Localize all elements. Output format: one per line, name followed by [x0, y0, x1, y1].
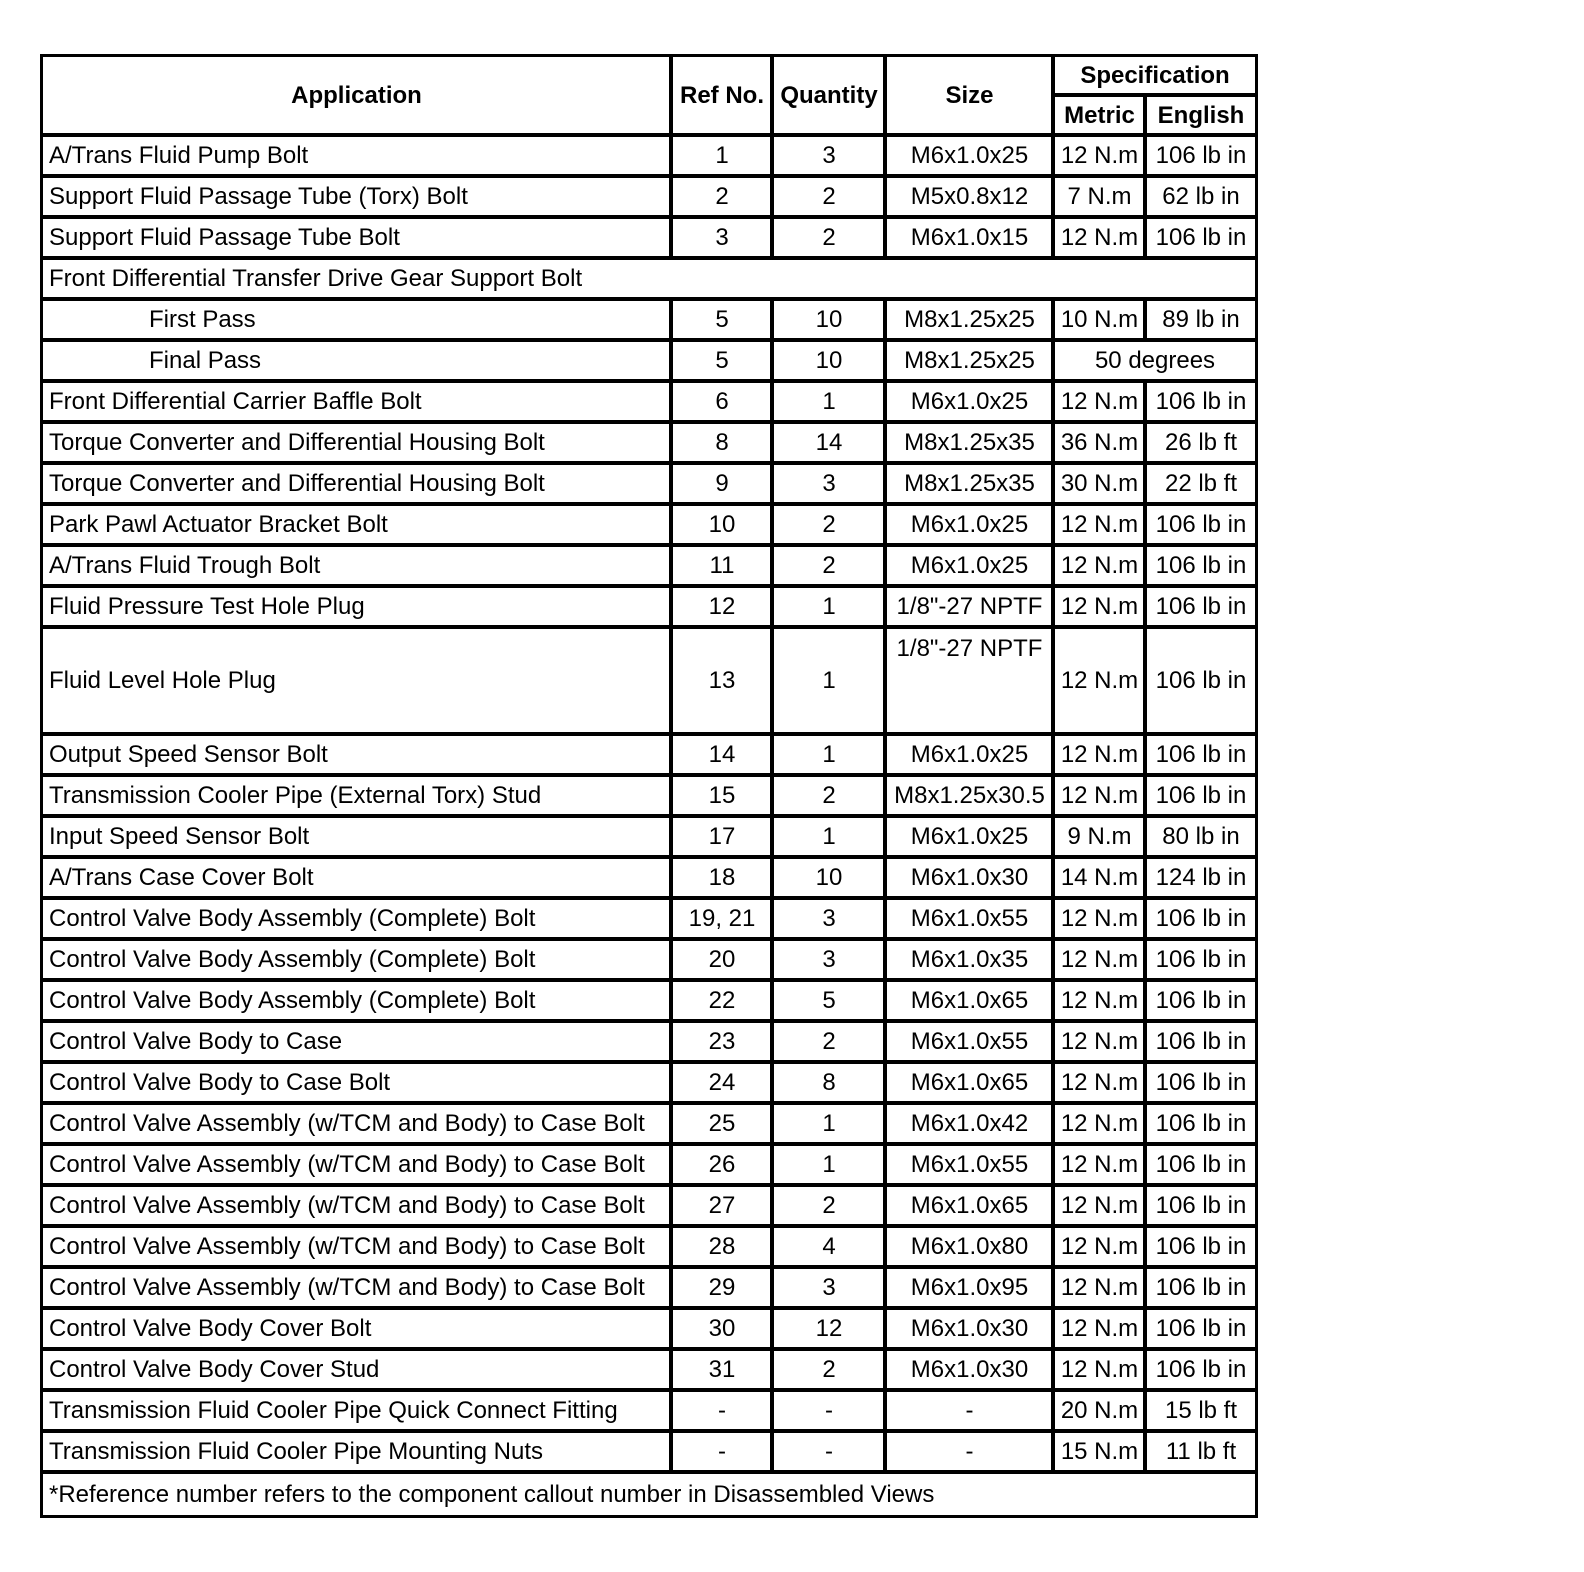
cell-quantity: 1	[774, 383, 887, 424]
cell-size: M6x1.0x30	[887, 1310, 1055, 1351]
table-row	[43, 1310, 1255, 1351]
cell-size: M6x1.0x55	[887, 1146, 1055, 1187]
cell-application: Transmission Cooler Pipe (External Torx) Stud	[43, 777, 673, 818]
cell-quantity: -	[774, 1433, 887, 1474]
table-row	[43, 137, 1255, 178]
cell-metric: 12 N.m	[1055, 1105, 1147, 1146]
cell-english: 11 lb ft	[1147, 1433, 1255, 1474]
cell-ref-no: 20	[673, 941, 774, 982]
cell-metric: 12 N.m	[1055, 1269, 1147, 1310]
cell-quantity: 10	[774, 301, 887, 342]
cell-english: 106 lb in	[1147, 506, 1255, 547]
cell-metric: 36 N.m	[1055, 424, 1147, 465]
header-english: English	[1147, 97, 1255, 137]
table-row	[43, 301, 1255, 342]
cell-application: First Pass	[43, 301, 673, 342]
cell-application: A/Trans Fluid Pump Bolt	[43, 137, 673, 178]
cell-ref-no: 8	[673, 424, 774, 465]
cell-application: Output Speed Sensor Bolt	[43, 736, 673, 777]
table-row	[43, 900, 1255, 941]
cell-ref-no: 5	[673, 301, 774, 342]
table-row	[43, 1023, 1255, 1064]
cell-quantity: 12	[774, 1310, 887, 1351]
cell-metric: 12 N.m	[1055, 1146, 1147, 1187]
cell-metric: 12 N.m	[1055, 547, 1147, 588]
cell-metric: 12 N.m	[1055, 1310, 1147, 1351]
table-row	[43, 465, 1255, 506]
cell-size: M8x1.25x30.5	[887, 777, 1055, 818]
cell-ref-no: 11	[673, 547, 774, 588]
cell-application: Final Pass	[43, 342, 673, 383]
cell-application: Torque Converter and Differential Housing Bolt	[43, 424, 673, 465]
cell-size: M6x1.0x30	[887, 859, 1055, 900]
cell-application: Control Valve Body Assembly (Complete) Bolt	[43, 982, 673, 1023]
cell-english: 106 lb in	[1147, 137, 1255, 178]
cell-application: Control Valve Assembly (w/TCM and Body) to Case Bolt	[43, 1146, 673, 1187]
cell-metric: 12 N.m	[1055, 506, 1147, 547]
cell-quantity: 2	[774, 1023, 887, 1064]
cell-quantity: 10	[774, 342, 887, 383]
cell-ref-no: 5	[673, 342, 774, 383]
table-row	[43, 982, 1255, 1023]
cell-english: 106 lb in	[1147, 1023, 1255, 1064]
cell-metric: 7 N.m	[1055, 178, 1147, 219]
cell-english: 106 lb in	[1147, 982, 1255, 1023]
cell-quantity: 2	[774, 506, 887, 547]
cell-application: Control Valve Assembly (w/TCM and Body) to Case Bolt	[43, 1187, 673, 1228]
cell-quantity: 2	[774, 178, 887, 219]
cell-ref-no: -	[673, 1433, 774, 1474]
cell-ref-no: 19, 21	[673, 900, 774, 941]
cell-quantity: 3	[774, 465, 887, 506]
cell-size: M6x1.0x25	[887, 736, 1055, 777]
header-quantity: Quantity	[774, 57, 887, 137]
header-application: Application	[43, 57, 673, 137]
cell-ref-no: 30	[673, 1310, 774, 1351]
cell-application: Control Valve Body to Case	[43, 1023, 673, 1064]
header-metric: Metric	[1055, 97, 1147, 137]
table-row	[43, 1351, 1255, 1392]
cell-english: 106 lb in	[1147, 588, 1255, 629]
cell-size: M5x0.8x12	[887, 178, 1055, 219]
cell-size: -	[887, 1392, 1055, 1433]
cell-size: M8x1.25x25	[887, 342, 1055, 383]
cell-english: 80 lb in	[1147, 818, 1255, 859]
cell-size: M6x1.0x42	[887, 1105, 1055, 1146]
cell-quantity: 1	[774, 736, 887, 777]
cell-english: 106 lb in	[1147, 1228, 1255, 1269]
table-row	[43, 736, 1255, 777]
table-row	[43, 1392, 1255, 1433]
cell-size: M8x1.25x25	[887, 301, 1055, 342]
cell-ref-no: 25	[673, 1105, 774, 1146]
cell-application: A/Trans Case Cover Bolt	[43, 859, 673, 900]
cell-metric: 12 N.m	[1055, 383, 1147, 424]
cell-english: 106 lb in	[1147, 1351, 1255, 1392]
cell-ref-no: 22	[673, 982, 774, 1023]
cell-quantity: 3	[774, 900, 887, 941]
table-row	[43, 383, 1255, 424]
cell-english: 106 lb in	[1147, 736, 1255, 777]
cell-metric: 20 N.m	[1055, 1392, 1147, 1433]
cell-size: M6x1.0x95	[887, 1269, 1055, 1310]
cell-metric: 12 N.m	[1055, 900, 1147, 941]
cell-size: M8x1.25x35	[887, 424, 1055, 465]
cell-english: 106 lb in	[1147, 383, 1255, 424]
cell-quantity: 3	[774, 1269, 887, 1310]
cell-application: Control Valve Assembly (w/TCM and Body) to Case Bolt	[43, 1269, 673, 1310]
cell-quantity: 5	[774, 982, 887, 1023]
cell-application: Control Valve Body Assembly (Complete) Bolt	[43, 900, 673, 941]
cell-size: 1/8"-27 NPTF	[887, 629, 1055, 736]
cell-metric: 12 N.m	[1055, 736, 1147, 777]
table-body	[43, 137, 1255, 1515]
cell-ref-no: 9	[673, 465, 774, 506]
cell-ref-no: 26	[673, 1146, 774, 1187]
cell-quantity: 8	[774, 1064, 887, 1105]
table-row	[43, 859, 1255, 900]
cell-english: 15 lb ft	[1147, 1392, 1255, 1433]
cell-english: 106 lb in	[1147, 547, 1255, 588]
cell-application: Input Speed Sensor Bolt	[43, 818, 673, 859]
cell-size: M6x1.0x25	[887, 506, 1055, 547]
cell-metric: 9 N.m	[1055, 818, 1147, 859]
cell-size: M6x1.0x65	[887, 1064, 1055, 1105]
cell-quantity: 10	[774, 859, 887, 900]
cell-ref-no: 18	[673, 859, 774, 900]
cell-ref-no: 13	[673, 629, 774, 736]
cell-ref-no: 1	[673, 137, 774, 178]
cell-size: -	[887, 1433, 1055, 1474]
table-row	[43, 1269, 1255, 1310]
cell-ref-no: 15	[673, 777, 774, 818]
cell-ref-no: 6	[673, 383, 774, 424]
table-row	[43, 588, 1255, 629]
cell-metric: 12 N.m	[1055, 982, 1147, 1023]
table-row	[43, 629, 1255, 736]
cell-specification-merged: 50 degrees	[1055, 342, 1255, 383]
cell-english: 62 lb in	[1147, 178, 1255, 219]
cell-size: M6x1.0x25	[887, 547, 1055, 588]
cell-english: 124 lb in	[1147, 859, 1255, 900]
footnote-row	[43, 1474, 1255, 1515]
cell-quantity: 1	[774, 588, 887, 629]
cell-size: M6x1.0x25	[887, 137, 1055, 178]
table-row	[43, 1187, 1255, 1228]
header-ref-no: Ref No.	[673, 57, 774, 137]
cell-size: M6x1.0x55	[887, 1023, 1055, 1064]
cell-application: Control Valve Body to Case Bolt	[43, 1064, 673, 1105]
cell-size: M6x1.0x55	[887, 900, 1055, 941]
table-header	[43, 57, 1255, 137]
cell-application: Fluid Pressure Test Hole Plug	[43, 588, 673, 629]
cell-size: M6x1.0x30	[887, 1351, 1055, 1392]
table-row	[43, 1146, 1255, 1187]
cell-application-group: Front Differential Transfer Drive Gear Support Bolt	[43, 260, 1255, 301]
cell-metric: 12 N.m	[1055, 1023, 1147, 1064]
cell-quantity: 2	[774, 547, 887, 588]
cell-metric: 10 N.m	[1055, 301, 1147, 342]
fastener-specification-table	[40, 54, 1258, 1518]
cell-ref-no: 17	[673, 818, 774, 859]
cell-ref-no: 12	[673, 588, 774, 629]
cell-english: 106 lb in	[1147, 777, 1255, 818]
cell-size: M6x1.0x15	[887, 219, 1055, 260]
cell-application: Transmission Fluid Cooler Pipe Quick Connect Fitting	[43, 1392, 673, 1433]
cell-quantity: 3	[774, 137, 887, 178]
table-row	[43, 342, 1255, 383]
cell-english: 89 lb in	[1147, 301, 1255, 342]
header-specification: Specification	[1055, 57, 1255, 97]
cell-quantity: 3	[774, 941, 887, 982]
cell-metric: 12 N.m	[1055, 588, 1147, 629]
table-row	[43, 818, 1255, 859]
table-row	[43, 424, 1255, 465]
cell-english: 22 lb ft	[1147, 465, 1255, 506]
table-row	[43, 506, 1255, 547]
cell-metric: 12 N.m	[1055, 629, 1147, 736]
cell-metric: 12 N.m	[1055, 941, 1147, 982]
cell-quantity: 2	[774, 1187, 887, 1228]
cell-metric: 12 N.m	[1055, 137, 1147, 178]
cell-application: Torque Converter and Differential Housing Bolt	[43, 465, 673, 506]
table-row	[43, 1064, 1255, 1105]
cell-metric: 15 N.m	[1055, 1433, 1147, 1474]
cell-english: 106 lb in	[1147, 1187, 1255, 1228]
cell-size: 1/8"-27 NPTF	[887, 588, 1055, 629]
cell-metric: 30 N.m	[1055, 465, 1147, 506]
cell-quantity: 2	[774, 219, 887, 260]
cell-english: 106 lb in	[1147, 1269, 1255, 1310]
cell-application: Support Fluid Passage Tube (Torx) Bolt	[43, 178, 673, 219]
cell-quantity: 1	[774, 1146, 887, 1187]
table-row	[43, 1228, 1255, 1269]
cell-application: A/Trans Fluid Trough Bolt	[43, 547, 673, 588]
cell-application: Control Valve Body Cover Stud	[43, 1351, 673, 1392]
cell-english: 26 lb ft	[1147, 424, 1255, 465]
cell-quantity: -	[774, 1392, 887, 1433]
table-row	[43, 777, 1255, 818]
cell-english: 106 lb in	[1147, 219, 1255, 260]
cell-metric: 12 N.m	[1055, 777, 1147, 818]
table-row	[43, 547, 1255, 588]
footnote-text: *Reference number refers to the component callout number in Disassembled Views	[49, 1480, 935, 1508]
cell-ref-no: -	[673, 1392, 774, 1433]
cell-ref-no: 10	[673, 506, 774, 547]
cell-english: 106 lb in	[1147, 629, 1255, 736]
cell-ref-no: 29	[673, 1269, 774, 1310]
cell-metric: 12 N.m	[1055, 219, 1147, 260]
cell-english: 106 lb in	[1147, 941, 1255, 982]
cell-english: 106 lb in	[1147, 1064, 1255, 1105]
cell-application: Transmission Fluid Cooler Pipe Mounting Nuts	[43, 1433, 673, 1474]
cell-application: Park Pawl Actuator Bracket Bolt	[43, 506, 673, 547]
table-row	[43, 941, 1255, 982]
cell-application: Control Valve Body Assembly (Complete) Bolt	[43, 941, 673, 982]
table-row	[43, 1105, 1255, 1146]
cell-size: M6x1.0x25	[887, 383, 1055, 424]
cell-ref-no: 3	[673, 219, 774, 260]
cell-ref-no: 28	[673, 1228, 774, 1269]
table-row	[43, 1433, 1255, 1474]
cell-english: 106 lb in	[1147, 900, 1255, 941]
cell-quantity: 2	[774, 777, 887, 818]
cell-size: M8x1.25x35	[887, 465, 1055, 506]
cell-quantity: 14	[774, 424, 887, 465]
cell-metric: 12 N.m	[1055, 1351, 1147, 1392]
cell-size: M6x1.0x65	[887, 982, 1055, 1023]
cell-application: Control Valve Assembly (w/TCM and Body) to Case Bolt	[43, 1105, 673, 1146]
cell-ref-no: 2	[673, 178, 774, 219]
cell-application: Support Fluid Passage Tube Bolt	[43, 219, 673, 260]
cell-size: M6x1.0x80	[887, 1228, 1055, 1269]
cell-size: M6x1.0x35	[887, 941, 1055, 982]
cell-application: Control Valve Body Cover Bolt	[43, 1310, 673, 1351]
cell-english: 106 lb in	[1147, 1105, 1255, 1146]
cell-size: M6x1.0x25	[887, 818, 1055, 859]
cell-ref-no: 27	[673, 1187, 774, 1228]
table-row	[43, 178, 1255, 219]
cell-quantity: 4	[774, 1228, 887, 1269]
cell-quantity: 2	[774, 1351, 887, 1392]
cell-ref-no: 23	[673, 1023, 774, 1064]
cell-application: Control Valve Assembly (w/TCM and Body) to Case Bolt	[43, 1228, 673, 1269]
cell-quantity: 1	[774, 818, 887, 859]
cell-ref-no: 24	[673, 1064, 774, 1105]
cell-metric: 12 N.m	[1055, 1187, 1147, 1228]
cell-english: 106 lb in	[1147, 1146, 1255, 1187]
cell-size: M6x1.0x65	[887, 1187, 1055, 1228]
cell-metric: 12 N.m	[1055, 1064, 1147, 1105]
cell-english: 106 lb in	[1147, 1310, 1255, 1351]
table-row	[43, 219, 1255, 260]
cell-quantity: 1	[774, 629, 887, 736]
cell-ref-no: 31	[673, 1351, 774, 1392]
cell-metric: 12 N.m	[1055, 1228, 1147, 1269]
cell-quantity: 1	[774, 1105, 887, 1146]
cell-ref-no: 14	[673, 736, 774, 777]
table-row-group-heading	[43, 260, 1255, 301]
cell-application: Front Differential Carrier Baffle Bolt	[43, 383, 673, 424]
header-size: Size	[887, 57, 1055, 137]
cell-metric: 14 N.m	[1055, 859, 1147, 900]
cell-application: Fluid Level Hole Plug	[43, 629, 673, 736]
